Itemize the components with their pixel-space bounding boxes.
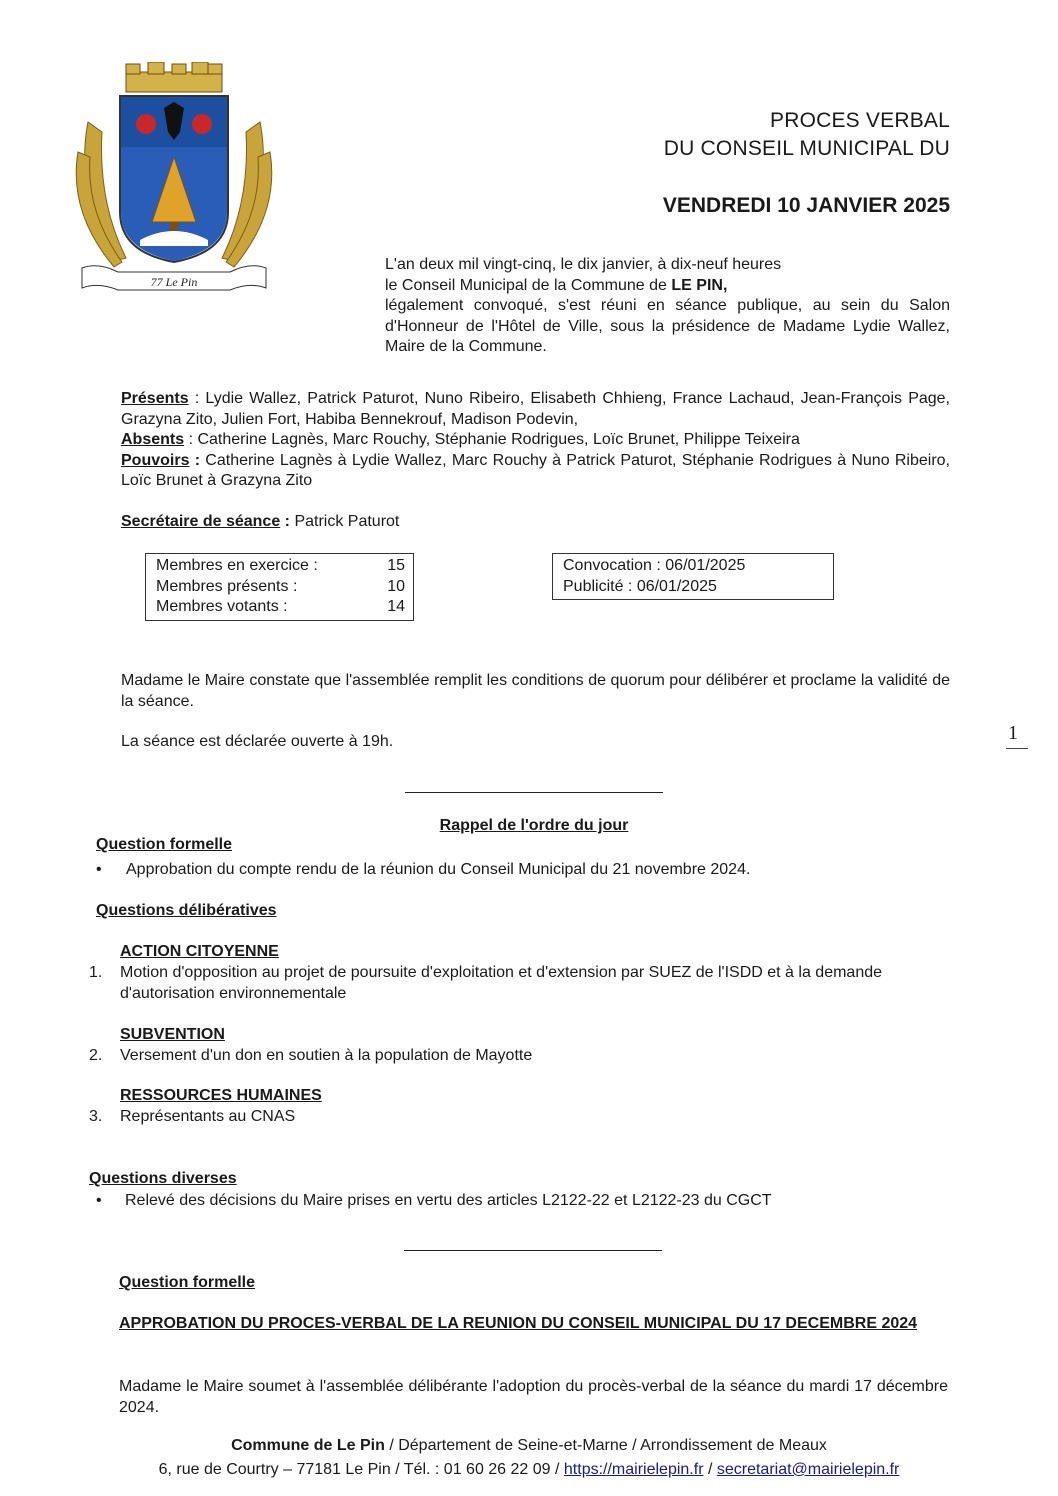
quorum-text: Madame le Maire constate que l'assemblée remplit les conditions de quorum pour délibérer et proclame la validité de la séance. bbox=[121, 672, 950, 710]
formelle-section-text: Madame le Maire soumet à l'assemblée délibérante l'adoption du procès-verbal de la séance du mardi 17 décembre 2024. bbox=[119, 1378, 948, 1416]
presents-line: Présents : Lydie Wallez, Patrick Paturot, Nuno Ribeiro, Elisabeth Chhieng, France Lachaud, Jean-François Page, Grazyna Zito, Julien Fort, Habiba Bennekrouf, Madison Podevin, bbox=[121, 390, 950, 428]
intro-line2: le Conseil Municipal de la Commune de LE PIN, bbox=[385, 276, 728, 294]
formelle-section-heading: APPROBATION DU PROCES-VERBAL DE LA REUNION DU CONSEIL MUNICIPAL DU 17 DECEMBRE 2024 bbox=[119, 1315, 918, 1332]
section-heading-ressources-humaines: RESSOURCES HUMAINES bbox=[120, 1087, 322, 1104]
page-number-rule bbox=[1006, 748, 1028, 749]
footer-address: 6, rue de Courtry – 77181 Le Pin / Tél. : 01 60 26 22 09 / bbox=[158, 1461, 564, 1478]
footer-line2: 6, rue de Courtry – 77181 Le Pin / Tél. : 01 60 26 22 09 / https://mairielepin.fr / secretariat@mairielepin.fr bbox=[158, 1461, 900, 1478]
intro-line1: L'an deux mil vingt-cinq, le dix janvier, à dix-neuf heures bbox=[385, 256, 782, 273]
pouvoirs-line: Pouvoirs : Catherine Lagnès à Lydie Wallez, Marc Rouchy à Patrick Paturot, Stéphanie Rodrigues à Nuno Ribeiro, Loïc Brunet à Grazyna Zito bbox=[121, 451, 950, 489]
document-title-line2: DU CONSEIL MUNICIPAL DU bbox=[663, 137, 950, 160]
document-title-line1: PROCES VERBAL bbox=[770, 109, 950, 132]
intro-rest: légalement convoqué, s'est réuni en séance publique, au sein du Salon d'Honneur de l'Hôtel de Ville, sous la présidence de Madame Lydie Wallez, Maire de la Commune. bbox=[385, 297, 950, 355]
email-link[interactable]: secretariat@mairielepin.fr bbox=[716, 1461, 900, 1478]
agenda-formelle-item: Approbation du compte rendu de la réunion du Conseil Municipal du 21 novembre 2024. bbox=[126, 861, 751, 878]
document-date: VENDREDI 10 JANVIER 2025 bbox=[662, 194, 950, 217]
bullet-icon: • bbox=[96, 861, 102, 878]
website-link[interactable]: https://mairielepin.fr bbox=[563, 1461, 704, 1478]
footer-commune: Commune de Le Pin bbox=[231, 1437, 385, 1454]
agenda-deliberatives-title: Questions délibératives bbox=[96, 902, 277, 919]
section-heading-action-citoyenne: ACTION CITOYENNE bbox=[120, 943, 279, 960]
section-heading-subvention: SUBVENTION bbox=[120, 1026, 225, 1043]
convocation-date: Convocation : 06/01/2025 bbox=[563, 557, 746, 574]
agenda-item-number: 3. bbox=[89, 1108, 103, 1125]
seance-ouverte: La séance est déclarée ouverte à 19h. bbox=[121, 733, 394, 750]
convocation-box bbox=[552, 553, 834, 600]
agenda-item-number: 1. bbox=[89, 964, 103, 981]
formelle-section-title: Question formelle bbox=[119, 1274, 256, 1291]
agenda-item-don: Versement d'un don en soutien à la population de Mayotte bbox=[120, 1047, 533, 1064]
crest-motto: 77 Le Pin bbox=[150, 275, 198, 289]
agenda-diverses-title: Questions diverses bbox=[89, 1170, 237, 1187]
separator-2 bbox=[404, 1250, 662, 1251]
agenda-item-motion: Motion d'opposition au projet de poursuite d'exploitation et d'extension par SUEZ de l'ISDD et à la demande d'autorisation environnementale bbox=[120, 964, 883, 1002]
publicite-date: Publicité : 06/01/2025 bbox=[563, 577, 717, 595]
members-box bbox=[145, 553, 414, 621]
footer-line1: Commune de Le Pin / Département de Seine-et-Marne / Arrondissement de Meaux bbox=[231, 1437, 827, 1454]
separator-1 bbox=[405, 792, 663, 793]
members-row-exercice: Membres en exercice : 15 bbox=[156, 557, 405, 574]
members-row-presents: Membres présents : 10 bbox=[156, 577, 405, 595]
absents-line: Absents : Catherine Lagnès, Marc Rouchy, Stéphanie Rodrigues, Loïc Brunet, Philippe Teixeira bbox=[121, 431, 800, 448]
agenda-item-number: 2. bbox=[89, 1047, 103, 1064]
bullet-icon: • bbox=[96, 1192, 102, 1209]
agenda-item-cnas: Représentants au CNAS bbox=[120, 1108, 296, 1125]
attendance-block bbox=[121, 389, 950, 492]
agenda-title: Rappel de l'ordre du jour bbox=[439, 817, 629, 834]
page-number: 1 bbox=[1008, 722, 1018, 744]
agenda-formelle-title: Question formelle bbox=[96, 836, 233, 853]
secretaire-line: Secrétaire de séance : Patrick Paturot bbox=[121, 513, 400, 530]
intro-paragraph bbox=[385, 255, 950, 358]
crest-logo bbox=[68, 62, 280, 294]
agenda-diverses-item: Relevé des décisions du Maire prises en vertu des articles L2122-22 et L2122-23 du CGCT bbox=[125, 1192, 772, 1209]
members-row-votants: Membres votants : 14 bbox=[156, 598, 405, 615]
